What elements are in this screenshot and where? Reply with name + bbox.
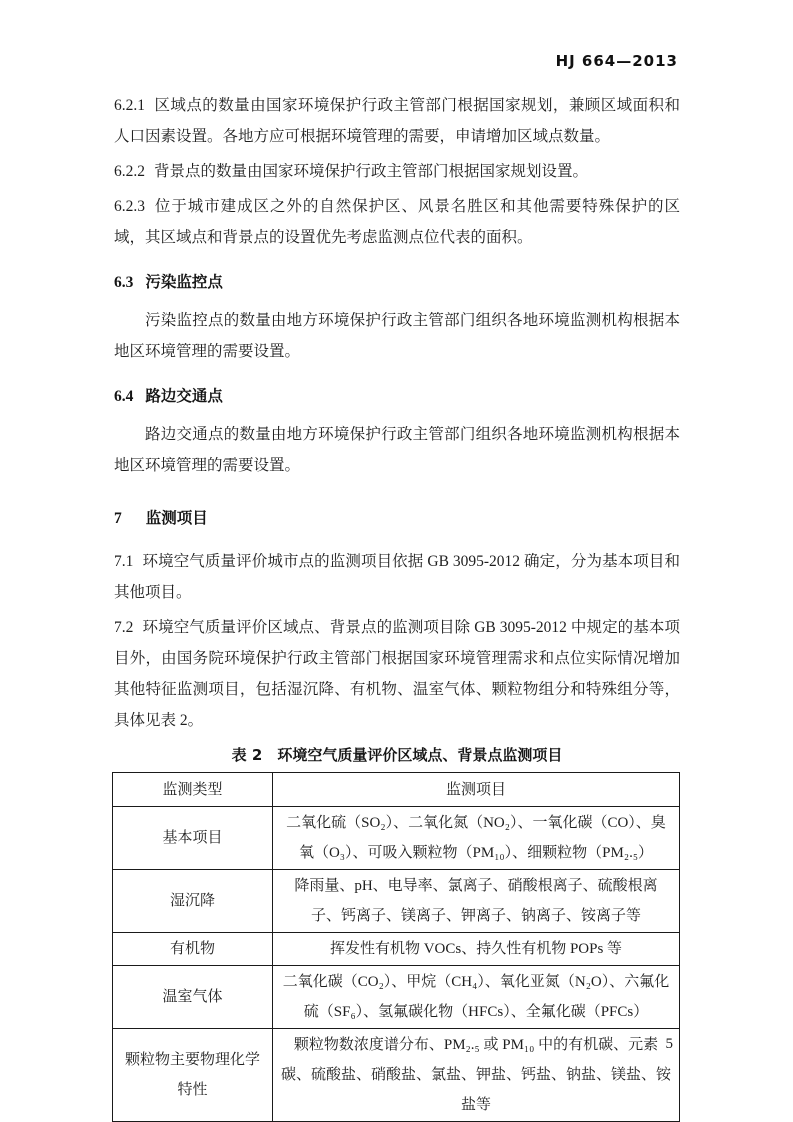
heading-7 — [114, 503, 680, 534]
paragraph-text: 污染监控点的数量由地方环境保护行政主管部门组织各地环境监测机构根据本地区环境管理的需要设置。 — [114, 312, 680, 360]
clause-text: 背景点的数量由国家环境保护行政主管部门根据国家规划设置。 — [154, 163, 589, 180]
clause-number: 6.2.1 — [114, 97, 145, 114]
clause-text: 区域点的数量由国家环境保护行政主管部门根据国家规划，兼顾区域面积和人口因素设置。各地方应可根据环境管理的需要，申请增加区域点数量。 — [114, 97, 680, 145]
table-header-type: 监测类型 — [113, 773, 273, 807]
heading-text: 污染监控点 — [145, 273, 223, 291]
heading-6-4 — [114, 381, 680, 412]
page-number: 5 — [665, 1036, 673, 1052]
table-row — [113, 807, 680, 870]
clause-number: 7.1 — [114, 553, 134, 570]
paragraph-roadside-points — [114, 419, 680, 481]
monitor-type-cell: 基本项目 — [113, 807, 273, 870]
table-row — [113, 870, 680, 933]
clause-number: 6.2.3 — [114, 198, 145, 215]
clause-6-2-1 — [114, 90, 680, 152]
clause-text: 环境空气质量评价城市点的监测项目依据 GB 3095-2012 确定，分为基本项目和其他项目。 — [114, 553, 680, 601]
table-row — [113, 1029, 680, 1122]
clause-6-2-3 — [114, 191, 680, 253]
standard-code-header: HJ 664—2013 — [555, 52, 678, 70]
heading-number: 7 — [114, 510, 122, 527]
monitoring-items-table — [112, 772, 680, 1122]
heading-6-3 — [114, 267, 680, 298]
heading-number: 6.3 — [114, 274, 134, 291]
paragraph-text: 路边交通点的数量由地方环境保护行政主管部门组织各地环境监测机构根据本地区环境管理的需要设置。 — [114, 426, 680, 474]
document-content — [114, 90, 680, 1122]
monitor-items-cell: 降雨量、pH、电导率、氯离子、硝酸根离子、硫酸根离子、钙离子、镁离子、钾离子、钠离子、铵离子等 — [273, 870, 680, 933]
monitor-type-cell: 温室气体 — [113, 966, 273, 1029]
clause-text: 环境空气质量评价区域点、背景点的监测项目除 GB 3095-2012 中规定的基本项目外，由国务院环境保护行政主管部门根据国家环境管理需求和点位实际情况增加其他特征监测项目，包括湿沉降、有机物、温室气体、颗粒物组分和特殊组分等，具体见表 2。 — [114, 619, 680, 729]
monitor-type-cell: 湿沉降 — [113, 870, 273, 933]
monitor-items-cell: 颗粒物数浓度谱分布、PM₂.₅ 或 PM₁₀ 中的有机碳、元素碳、硫酸盐、硝酸盐、氯盐、钾盐、钙盐、钠盐、镁盐、铵盐等 — [273, 1029, 680, 1122]
clause-7-1 — [114, 546, 680, 608]
clause-number: 7.2 — [114, 619, 134, 636]
table-header-items: 监测项目 — [273, 773, 680, 807]
monitor-type-cell: 有机物 — [113, 933, 273, 966]
clause-text: 位于城市建成区之外的自然保护区、风景名胜区和其他需要特殊保护的区域，其区域点和背景点的设置优先考虑监测点位代表的面积。 — [114, 198, 680, 246]
clause-number: 6.2.2 — [114, 163, 145, 180]
monitor-items-cell: 挥发性有机物 VOCs、持久性有机物 POPs 等 — [273, 933, 680, 966]
heading-number: 6.4 — [114, 388, 134, 405]
monitor-items-cell: 二氧化硫（SO₂）、二氧化氮（NO₂）、一氧化碳（CO）、臭氧（O₃）、可吸入颗粒物（PM₁₀）、细颗粒物（PM₂.₅） — [273, 807, 680, 870]
monitor-items-cell: 二氧化碳（CO₂）、甲烷（CH₄）、氧化亚氮（N₂O）、六氟化硫（SF₆）、氢氟碳化物（HFCs）、全氟化碳（PFCs） — [273, 966, 680, 1029]
heading-text: 路边交通点 — [145, 387, 223, 405]
table-2-caption: 表 2 环境空气质量评价区域点、背景点监测项目 — [231, 746, 563, 764]
paragraph-pollution-points — [114, 305, 680, 367]
monitor-type-cell: 颗粒物主要物理化学特性 — [113, 1029, 273, 1122]
table-header-row — [113, 773, 680, 807]
table-row — [113, 933, 680, 966]
table-row — [113, 966, 680, 1029]
clause-6-2-2 — [114, 156, 680, 187]
heading-text: 监测项目 — [145, 509, 208, 527]
clause-7-2 — [114, 612, 680, 736]
